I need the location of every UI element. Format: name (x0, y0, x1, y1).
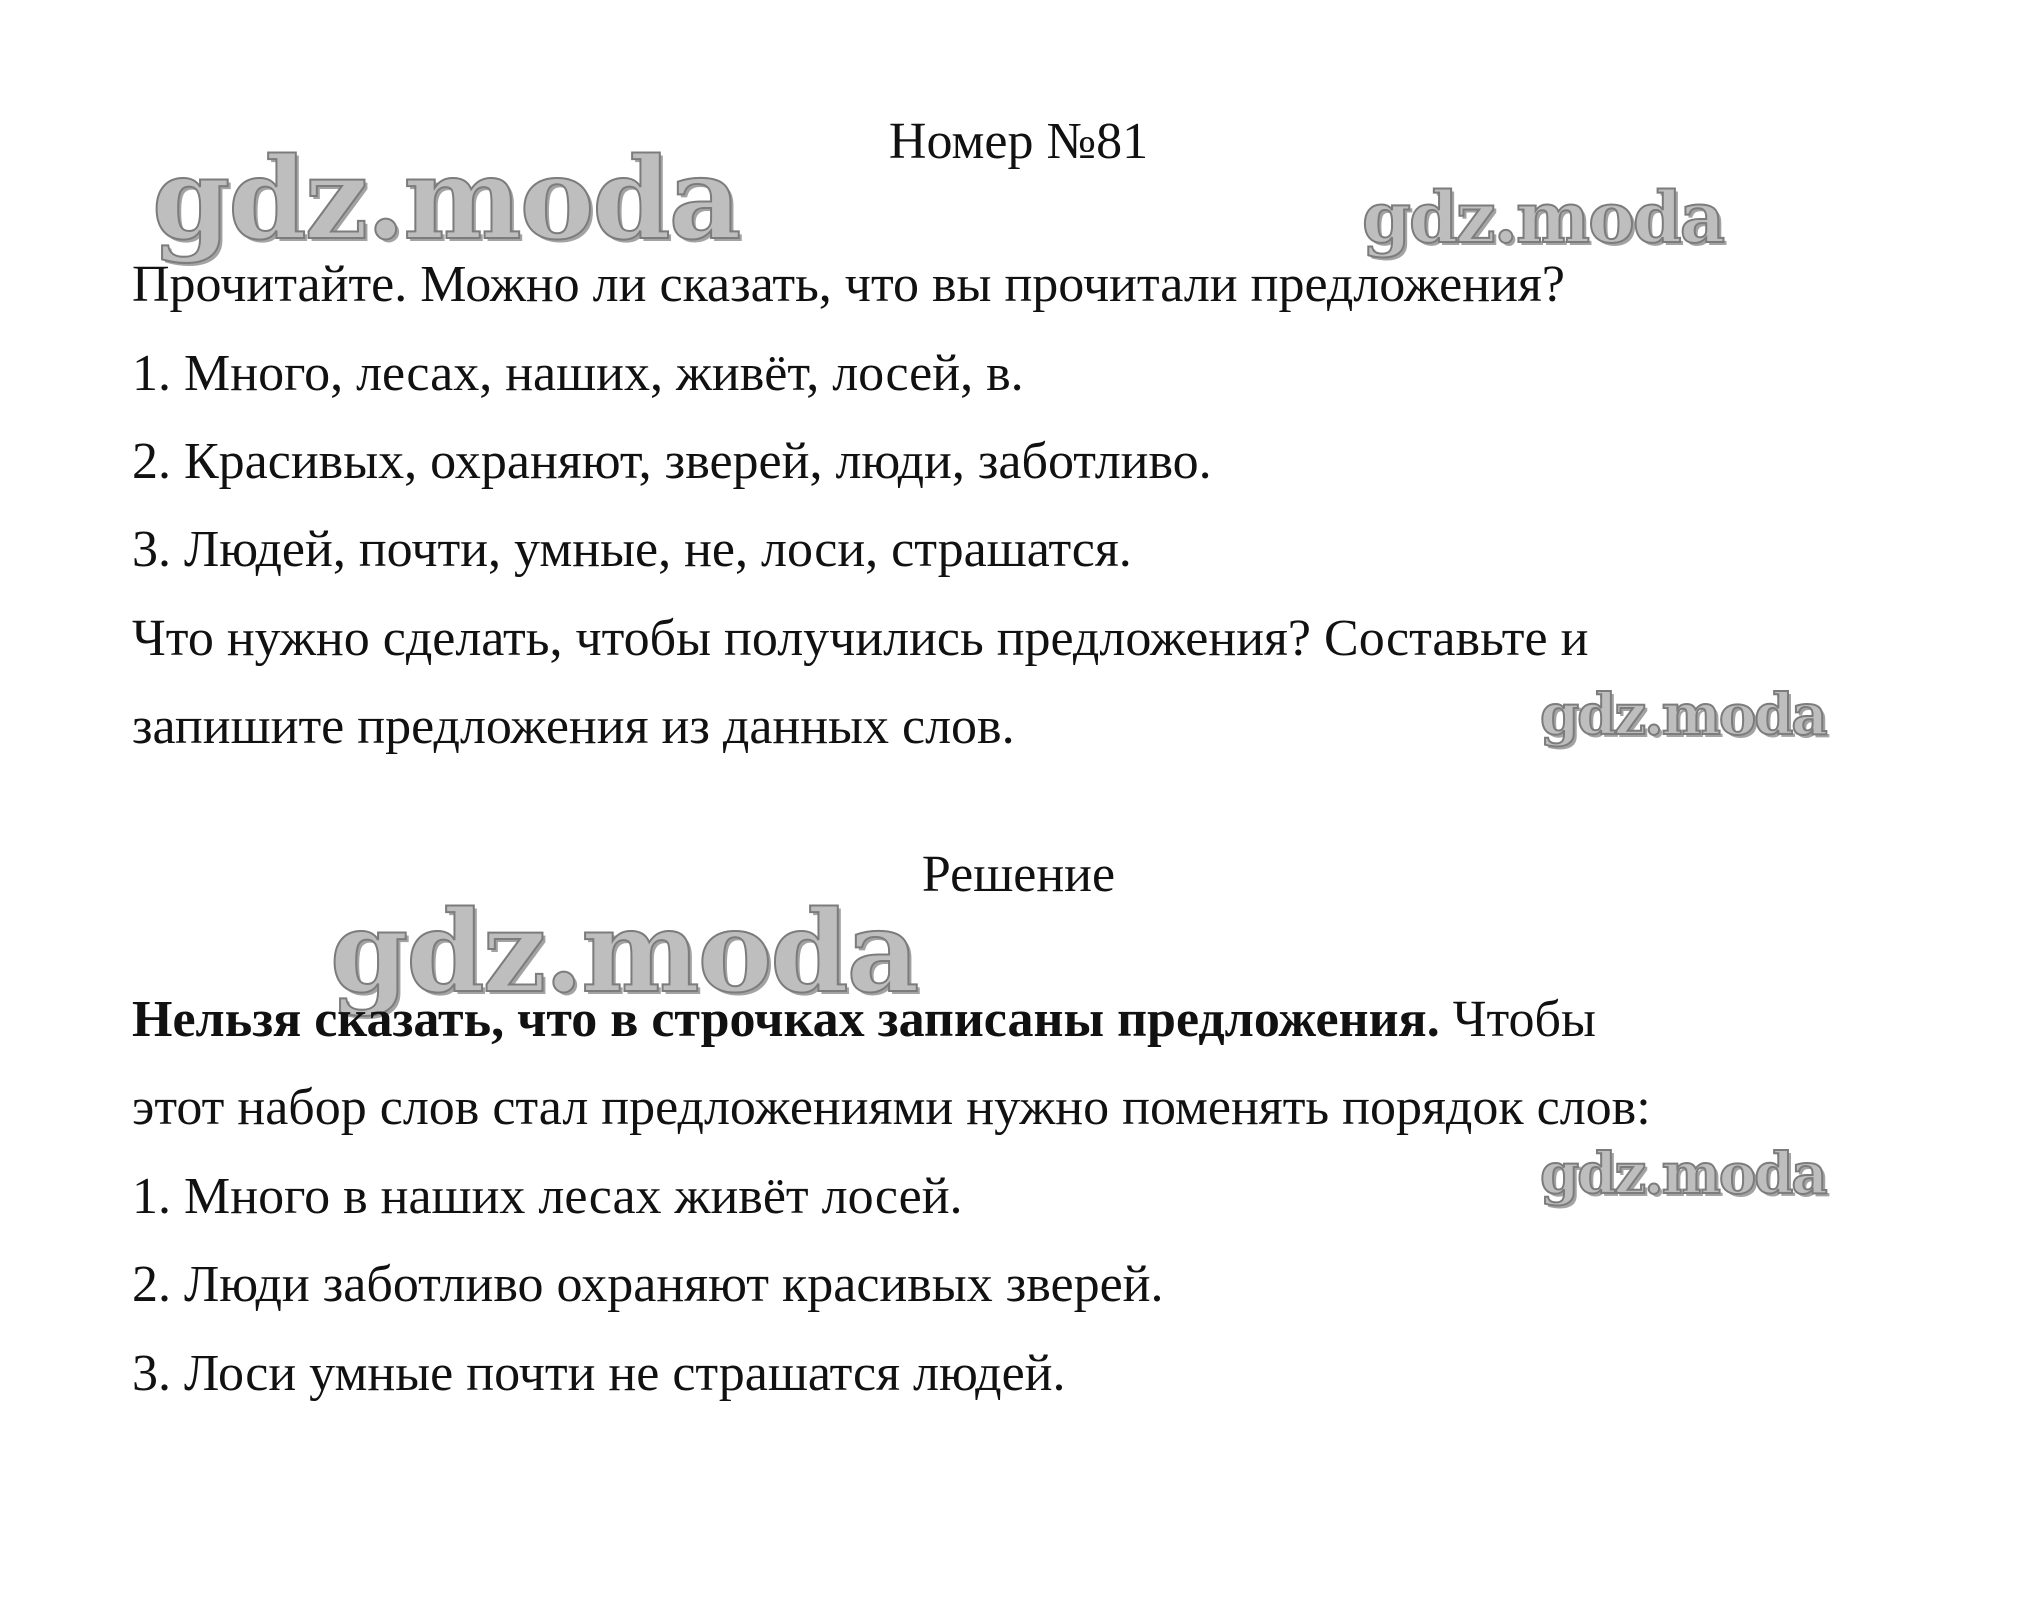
solution-intro-line-1 (132, 990, 1596, 1050)
solution-answer-2: 2. Люди заботливо охраняют красивых зверей. (132, 1256, 1164, 1313)
solution-intro-bold: Нельзя сказать, что в строчках записаны предложения. (132, 991, 1440, 1048)
task-instruction-line-1: Что нужно сделать, чтобы получились предложения? Составьте и (132, 610, 1589, 667)
task-item-2: 2. Красивых, охраняют, зверей, люди, заботливо. (132, 433, 1212, 490)
solution-answer-1: 1. Много в наших лесах живёт лосей. (132, 1168, 963, 1225)
task-item-1: 1. Много, лесах, наших, живёт, лосей, в. (132, 345, 1024, 402)
task-instruction-line-2: запишите предложения из данных слов. (132, 698, 1015, 755)
task-item-3: 3. Людей, почти, умные, не, лоси, страшатся. (132, 521, 1132, 578)
solution-intro-line-2: этот набор слов стал предложениями нужно поменять порядок слов: (132, 1079, 1651, 1136)
watermark-logo: gdz.moda (1540, 1141, 1826, 1207)
task-title: Номер №81 (888, 113, 1149, 170)
solution-intro-rest: Чтобы (1439, 991, 1596, 1048)
solution-title: Решение (921, 846, 1116, 903)
watermark-logo: gdz.moda (152, 134, 740, 265)
watermark-logo: gdz.moda (330, 887, 918, 1018)
watermark-logo: gdz.moda (1362, 176, 1724, 259)
task-question: Прочитайте. Можно ли сказать, что вы прочитали предложения? (132, 256, 1565, 313)
watermark-logo: gdz.moda (1540, 682, 1826, 748)
solution-answer-3: 3. Лоси умные почти не страшатся людей. (132, 1345, 1066, 1402)
